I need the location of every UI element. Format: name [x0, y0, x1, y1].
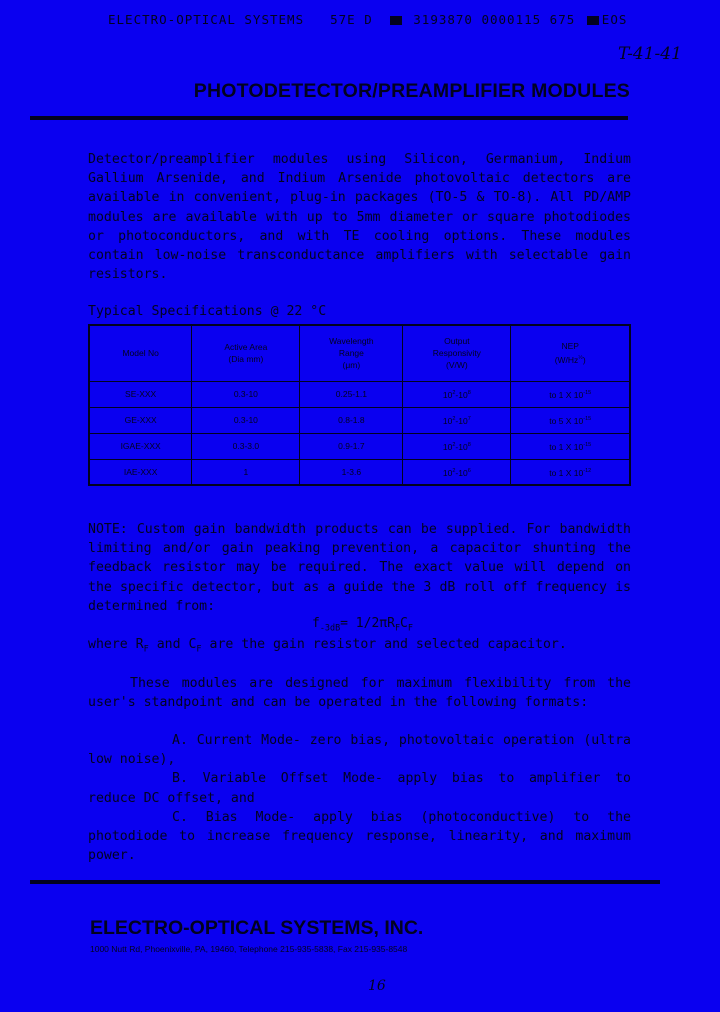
note-paragraph: NOTE: Custom gain bandwidth products can be supplied. For bandwidth limiting and/or gain peaking prevention, a capacitor shunting the feedback resistor may be required. The exact value will depend on the specific detector, but as a guide the 3 dB roll off frequency is determined from:: [88, 522, 631, 614]
cell-range: 0.8-1.8: [300, 407, 403, 433]
col-responsivity: Output Responsivity (V/W): [403, 325, 511, 381]
where-line: where $R_F$ and $C_F$ are the gain resistor and selected capacitor.: [88, 637, 567, 655]
table-header-row: [89, 325, 630, 381]
divider-bottom: [30, 880, 660, 884]
table-row: [89, 433, 630, 459]
cell-area: 0.3-10: [192, 407, 300, 433]
redaction-block: [587, 16, 599, 25]
spec-title: Typical Specifications @ 22 °C: [88, 304, 327, 319]
col-nep: NEP $(W/Hz^{\frac{1}{2}})$: [511, 325, 630, 381]
cell-range: 0.25-1.1: [300, 381, 403, 407]
col-model: Model No: [89, 325, 192, 381]
rolloff-formula: $f_{-3dB}= 1/2\pi R_FC_F$: [312, 616, 413, 633]
footer-address: 1000 Nutt Rd, Phoenixville, PA, 19460, Telephone 215-935-5838, Fax 215-935-8548: [90, 944, 408, 954]
col-wavelength: Wavelength Range (μm): [300, 325, 403, 381]
cell-range: 0.9-1.7: [300, 433, 403, 459]
cell-nep: to 1 X $10^{-15}$: [511, 381, 630, 407]
cell-responsivity: $10^2-10^8$: [403, 433, 511, 459]
redaction-block: [390, 16, 402, 25]
list-item: C. Bias Mode- apply bias (photoconductive) to the photodiode to increase frequency response, linearity, and maximum power.: [88, 809, 631, 864]
col-active-area: Active Area (Dia mm): [192, 325, 300, 381]
table-row: [89, 381, 630, 407]
table-row: [89, 407, 630, 433]
cell-model: IGAE-XXX: [89, 433, 192, 459]
company-code: ELECTRO-OPTICAL SYSTEMS: [108, 12, 305, 27]
cell-area: 0.3-3.0: [192, 433, 300, 459]
footer-company: ELECTRO-OPTICAL SYSTEMS, INC.: [90, 917, 424, 939]
handwritten-note: T-41-41: [618, 44, 682, 64]
list-item: B. Variable Offset Mode- apply bias to amplifier to reduce DC offset, and: [88, 771, 631, 806]
cell-responsivity: $10^2-10^8$: [403, 381, 511, 407]
cell-area: 1: [192, 459, 300, 485]
page-mark: 16: [368, 978, 386, 994]
table-row: [89, 459, 630, 485]
list-item: A. Current Mode- zero bias, photovoltaic operation (ultra low noise),: [88, 733, 631, 768]
note-label: NOTE:: [88, 522, 128, 537]
cell-range: 1-3.6: [300, 459, 403, 485]
page-title: PHOTODETECTOR/PREAMPLIFIER MODULES: [193, 80, 630, 102]
header-line: [108, 12, 627, 27]
doc-number: 3193870 0000115 675: [413, 12, 576, 27]
spec-table: [88, 324, 631, 486]
cell-nep: to 5 X $10^{-15}$: [511, 407, 630, 433]
eos-code: EOS: [601, 12, 628, 27]
cell-nep: to 1 X $10^{-15}$: [511, 433, 630, 459]
intro-paragraph: Detector/preamplifier modules using Silicon, Germanium, Indium Gallium Arsenide, and Indium Arsenide photovoltaic detectors are available in convenient, plug-in packages (TO-5 & TO-8). All PD/AMP modules are available with up to 5mm diameter or square photodiodes or photoconductors, and with TE cooling options. These modules contain low-noise transconductance amplifiers with selectable gain resistors.: [88, 152, 631, 283]
cell-nep: to 1 X $10^{-12}$: [511, 459, 630, 485]
cell-responsivity: $10^2-10^7$: [403, 407, 511, 433]
cell-area: 0.3-10: [192, 381, 300, 407]
cell-model: IAE-XXX: [89, 459, 192, 485]
cell-responsivity: $10^2-10^6$: [403, 459, 511, 485]
formats-intro: These modules are designed for maximum flexibility from the user's standpoint and can be operated in the following formats:: [88, 676, 631, 711]
modes-list: [88, 731, 631, 865]
divider-top: [30, 116, 628, 120]
cell-model: SE-XXX: [89, 381, 192, 407]
cell-model: GE-XXX: [89, 407, 192, 433]
code-57e: 57E D: [330, 12, 373, 27]
